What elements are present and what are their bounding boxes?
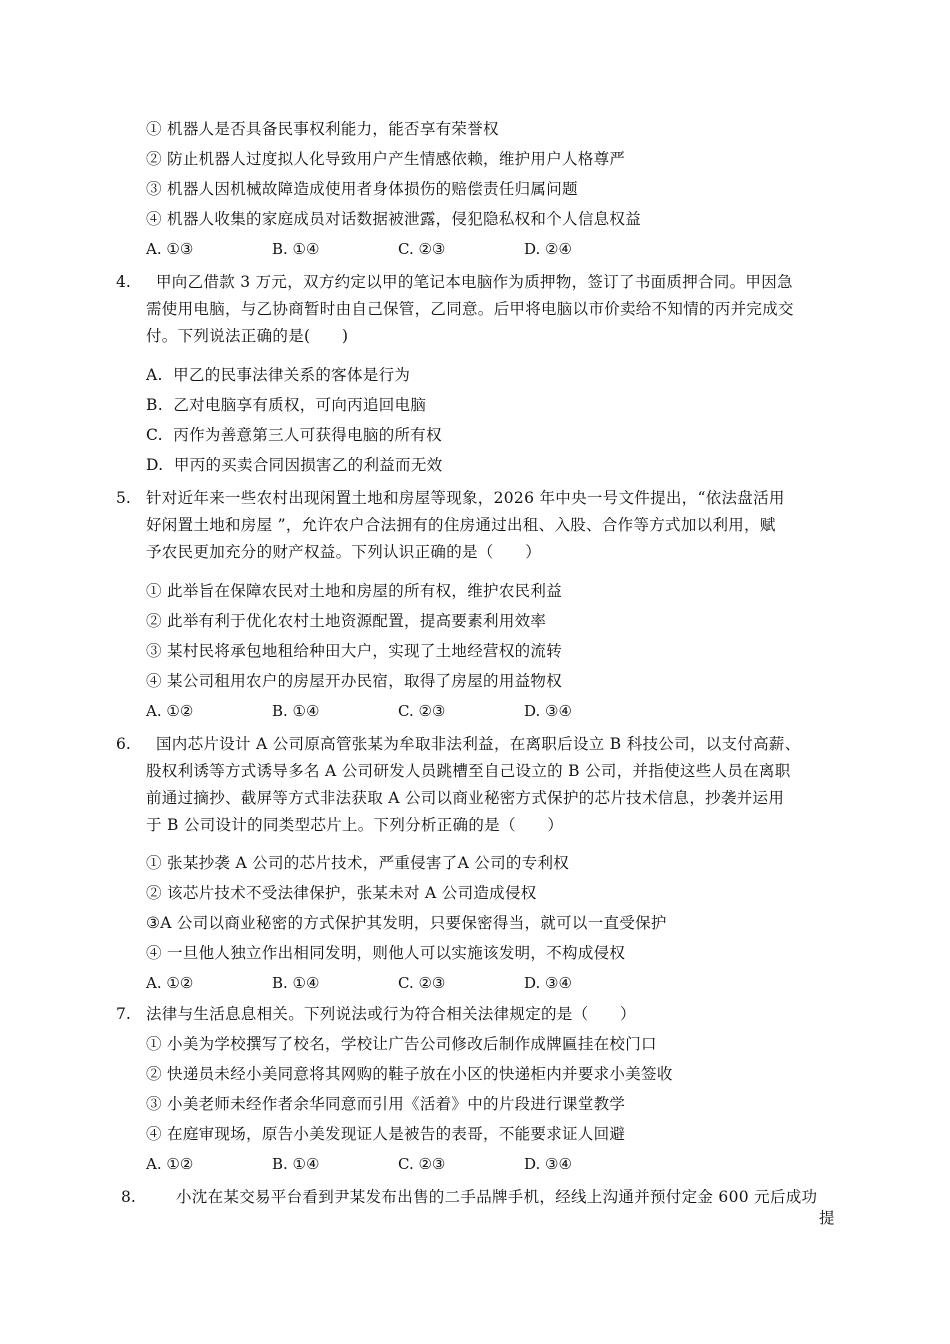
q6-statement-1: ① 张某抄袭 A 公司的芯片技术，严重侵害了A 公司的专利权 [146,854,570,872]
q6-statement-3: ③A 公司以商业秘密的方式保护其发明，只要保密得当，就可以一直受保护 [146,914,667,932]
q4-choice-a: A. 甲乙的民事法律关系的客体是行为 [146,366,411,384]
q5-option-c: C. ②③ [398,702,446,720]
q4-stem-line-1: 甲向乙借款 3 万元，双方约定以甲的笔记本电脑作为质押物，签订了书面质押合同。甲因急 [156,273,793,291]
q7-number: 7. [116,1005,131,1023]
q6-stem-line-1: 国内芯片设计 A 公司原高管张某为牟取非法利益，在离职后设立 B 科技公司，以支付高薪、 [156,735,801,753]
q6-option-a: A. ①② [146,974,194,992]
q8-stem-line-2: 提 [819,1209,835,1227]
q5-option-a: A. ①② [146,702,194,720]
q3-option-c: C. ②③ [398,240,446,258]
q5-option-b: B. ①④ [272,702,320,720]
q6-stem-line-3: 前通过摘抄、截屏等方式非法获取 A 公司以商业秘密方式保护的芯片技术信息，抄袭并运用 [146,789,785,807]
q7-statement-3: ③ 小美老师未经作者余华同意而引用《活着》中的片段进行课堂教学 [146,1095,626,1113]
q4-choice-b: B. 乙对电脑享有质权，可向丙追回电脑 [146,396,427,414]
q7-option-d: D. ③④ [524,1155,572,1173]
q7-statement-2: ② 快递员未经小美同意将其网购的鞋子放在小区的快递柜内并要求小美签收 [146,1065,673,1083]
q7-statement-4: ④ 在庭审现场，原告小美发现证人是被告的表哥，不能要求证人回避 [146,1125,626,1143]
q3-statement-2: ② 防止机器人过度拟人化导致用户产生情感依赖，维护用户人格尊严 [146,150,626,168]
q6-answer-options [146,973,666,993]
q5-statement-1: ① 此举旨在保障农民对土地和房屋的所有权，维护农民利益 [146,582,563,600]
q5-statement-2: ② 此举有利于优化农村土地资源配置，提高要素利用效率 [146,612,547,630]
q5-number: 5. [116,489,131,507]
q6-stem-line-2: 股权利诱等方式诱导多名 A 公司研发人员跳槽至自己设立的 B 公司，并指使这些人员在离职 [146,762,791,780]
q5-statement-4: ④ 某公司租用农户的房屋开办民宿，取得了房屋的用益物权 [146,672,563,690]
q4-choice-c: C. 丙作为善意第三人可获得电脑的所有权 [146,426,442,444]
q3-statement-1: ① 机器人是否具备民事权利能力，能否享有荣誉权 [146,120,499,138]
q6-number: 6. [116,735,131,753]
q7-option-c: C. ②③ [398,1155,446,1173]
q3-statement-3: ③ 机器人因机械故障造成使用者身体损伤的赔偿责任归属问题 [146,180,578,198]
q8-number: 8. [121,1188,136,1206]
q6-statement-4: ④ 一旦他人独立作出相同发明，则他人可以实施该发明，不构成侵权 [146,944,626,962]
q5-stem-line-1: 针对近年来一些农村出现闲置土地和房屋等现象，2026 年中央一号文件提出，“依法盘活用 [146,489,785,507]
q4-choice-d: D. 甲丙的买卖合同因损害乙的利益而无效 [146,456,443,474]
q3-option-d: D. ②④ [524,240,572,258]
q6-option-c: C. ②③ [398,974,446,992]
q6-option-b: B. ①④ [272,974,320,992]
q5-stem-line-3: 予农民更加充分的财产权益。下列认识正确的是（ ） [146,543,542,561]
q8-stem-line-1: 小沈在某交易平台看到尹某发布出售的二手品牌手机，经线上沟通并预付定金 600 元后成功 [176,1188,818,1206]
q3-option-a: A. ①③ [146,240,194,258]
q3-statement-4: ④ 机器人收集的家庭成员对话数据被泄露，侵犯隐私权和个人信息权益 [146,210,642,228]
q7-option-b: B. ①④ [272,1155,320,1173]
q3-answer-options [146,239,666,259]
q5-answer-options [146,701,666,721]
q6-option-d: D. ③④ [524,974,572,992]
q5-stem-line-2: 好闲置土地和房屋 ”，允许农户合法拥有的住房通过出租、入股、合作等方式加以利用，赋 [146,516,776,534]
q3-option-b: B. ①④ [272,240,320,258]
q5-option-d: D. ③④ [524,702,572,720]
q6-stem-line-4: 于 B 公司设计的同类型芯片上。下列分析正确的是（ ） [146,816,564,834]
q4-number: 4. [116,273,131,291]
q7-option-a: A. ①② [146,1155,194,1173]
q6-statement-2: ② 该芯片技术不受法律保护，张某未对 A 公司造成侵权 [146,884,537,902]
q4-stem-line-2: 需使用电脑，与乙协商暂时由自己保管，乙同意。后甲将电脑以市价卖给不知情的丙并完成交 [146,300,794,318]
q7-answer-options [146,1154,666,1174]
q7-stem-line-1: 法律与生活息息相关。下列说法或行为符合相关法律规定的是（ ） [146,1005,636,1023]
q7-statement-1: ① 小美为学校撰写了校名，学校让广告公司修改后制作成牌匾挂在校门口 [146,1035,657,1053]
q4-stem-line-3: 付。下列说法正确的是( ) [146,327,349,345]
q5-statement-3: ③ 某村民将承包地租给种田大户，实现了土地经营权的流转 [146,642,563,660]
